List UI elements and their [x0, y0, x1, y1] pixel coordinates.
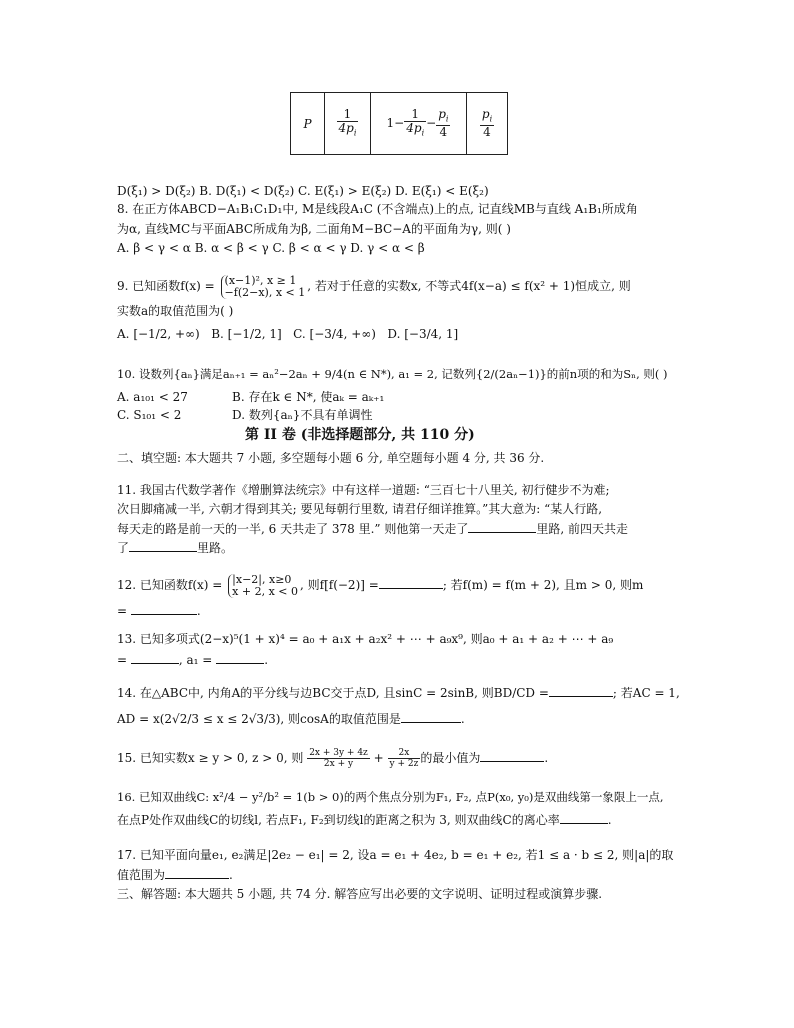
- q7-options: D(ξ₁) > D(ξ₂) B. D(ξ₁) < D(ξ₂) C. E(ξ₁) > E(ξ₂) D. E(ξ₁) < E(ξ₂): [117, 184, 489, 198]
- fraction: $\frac{1}{4p_i}$: [338, 106, 357, 138]
- table-label-cell: P: [291, 93, 325, 155]
- q14-line2: AD = x(2√2/3 ≤ x ≤ 2√3/3), 则cosA的取值范围是 .: [117, 712, 465, 726]
- answer-blank: [560, 811, 608, 824]
- table-cell-2: 1− $\frac{1}{4p_i}$ − $\frac{p_i}{4}$: [371, 93, 467, 155]
- section3-heading: 三、解答题: 本大题共 5 小题, 共 74 分. 解答应写出必要的文字说明、证明过程或演算步骤.: [117, 887, 603, 901]
- answer-blank: [549, 684, 613, 697]
- q10-opt-b: B. 存在k ∈ N*, 使aₖ = aₖ₊₁: [232, 390, 385, 404]
- q11-line4: 了 里路。: [117, 541, 234, 555]
- q13-line2: = , a₁ = .: [117, 653, 269, 667]
- q10-opt-d: D. 数列{aₙ}不具有单调性: [232, 408, 373, 422]
- probability-table: [290, 92, 508, 155]
- q12-line2: = .: [117, 604, 201, 618]
- q10-opt-a: A. a₁₀₁ < 27: [117, 390, 188, 404]
- fraction: $\frac{2x + 3y + 4z}{2x + y}$: [309, 748, 368, 769]
- q9-line1: 9. 已知函数f(x) = (x−1)², x ≥ 1 −f(2−x), x < 1 , 若对于任意的实数x, 不等式4f(x−a) ≤ f(x² + 1)恒成立, 则: [117, 273, 631, 299]
- answer-blank: [129, 539, 197, 552]
- q13-line1: 13. 已知多项式(2−x)⁵(1 + x)⁴ = a₀ + a₁x + a₂x² + ⋯ + a₉x⁹, 则a₀ + a₁ + a₂ + ⋯ + a₉: [117, 632, 614, 646]
- q8-line1: 8. 在正方体ABCD−A₁B₁C₁D₁中, M是线段A₁C (不含端点)上的点, 记直线MB与直线 A₁B₁所成角: [117, 202, 638, 216]
- q16-line2: 在点P处作双曲线C的切线l, 若点F₁, F₂到切线l的距离之积为 3, 则双曲线C的离心率 .: [117, 813, 612, 827]
- q9-options: A. [−1/2, +∞) B. [−1/2, 1] C. [−3/4, +∞) D. [−3/4, 1]: [117, 327, 459, 341]
- answer-blank: [401, 710, 461, 723]
- q9-line2: 实数a的取值范围为( ): [117, 304, 234, 318]
- q10-opt-c: C. S₁₀₁ < 2: [117, 408, 182, 422]
- q11-line3: 每天走的路是前一天的一半, 6 天共走了 378 里.” 则他第一天走了 里路, 前四天共走: [117, 522, 629, 536]
- fraction: $\frac{1}{4p_i}$: [406, 106, 425, 138]
- answer-blank: [468, 520, 536, 533]
- q17-line2: 值范围为 .: [117, 868, 233, 882]
- q8-line2: 为α, 直线MC与平面ABC所成角为β, 二面角M−BC−A的平面角为γ, 则( ): [117, 222, 511, 236]
- q8-options: A. β < γ < α B. α < β < γ C. β < α < γ D. γ < α < β: [117, 241, 425, 255]
- fraction: $\frac{2x}{y + 2z}$: [389, 748, 419, 769]
- answer-blank: [165, 866, 229, 879]
- fraction: $\frac{p_i}{4}$: [481, 106, 493, 140]
- q11-line1: 11. 我国古代数学著作《增删算法统宗》中有这样一道题: “三百七十八里关, 初行健步不为难;: [117, 483, 610, 497]
- table-cell-1: [325, 93, 371, 155]
- answer-blank: [131, 651, 179, 664]
- piecewise-brace: (x−1)², x ≥ 1 −f(2−x), x < 1: [221, 275, 306, 299]
- q14-line1: 14. 在△ABC中, 内角A的平分线与边BC交于点D, 且sinC = 2sinB, 则BD/CD = ; 若AC = 1,: [117, 686, 680, 700]
- answer-blank: [216, 651, 264, 664]
- table-cell-3: [467, 93, 508, 155]
- part2-title: 第 II 卷 (非选择题部分, 共 110 分): [245, 427, 475, 443]
- q15-line: 15. 已知实数x ≥ y > 0, z > 0, 则 $\frac{2x + 3y + 4z}{2x + y}$ + $\frac{2x}{y + 2z}$ 的最小值为 .: [117, 748, 549, 769]
- answer-blank: [379, 576, 443, 589]
- q17-line1: 17. 已知平面向量e₁, e₂满足|2e₂ − e₁| = 2, 设a = e₁ + 4e₂, b = e₁ + e₂, 若1 ≤ a · b ≤ 2, 则|a|的取: [117, 848, 674, 862]
- answer-blank: [131, 602, 197, 615]
- section2-heading: 二、填空题: 本大题共 7 小题, 多空题每小题 6 分, 单空题每小题 4 分, 共 36 分.: [117, 451, 545, 465]
- piecewise-brace: |x−2|, x≥0 x + 2, x < 0: [228, 574, 298, 598]
- q10-line1: 10. 设数列{aₙ}满足aₙ₊₁ = aₙ²−2aₙ + 9/4(n ∈ N*), a₁ = 2, 记数列{2/(2aₙ−1)}的前n项的和为Sₙ, 则( ): [117, 367, 668, 381]
- q12-line1: 12. 已知函数f(x) = |x−2|, x≥0 x + 2, x < 0 , 则f[f(−2)] = ; 若f(m) = f(m + 2), 且m > 0, 则m: [117, 572, 644, 598]
- answer-blank: [480, 749, 544, 762]
- fraction: $\frac{p_i}{4}$: [438, 106, 449, 140]
- q11-line2: 次日脚痛减一半, 六朝才得到其关; 要见每朝行里数, 请君仔细详推算。”其大意为: “某人行路,: [117, 502, 603, 516]
- q16-line1: 16. 已知双曲线C: x²/4 − y²/b² = 1(b > 0)的两个焦点分别为F₁, F₂, 点P(x₀, y₀)是双曲线第一象限上一点,: [117, 790, 664, 804]
